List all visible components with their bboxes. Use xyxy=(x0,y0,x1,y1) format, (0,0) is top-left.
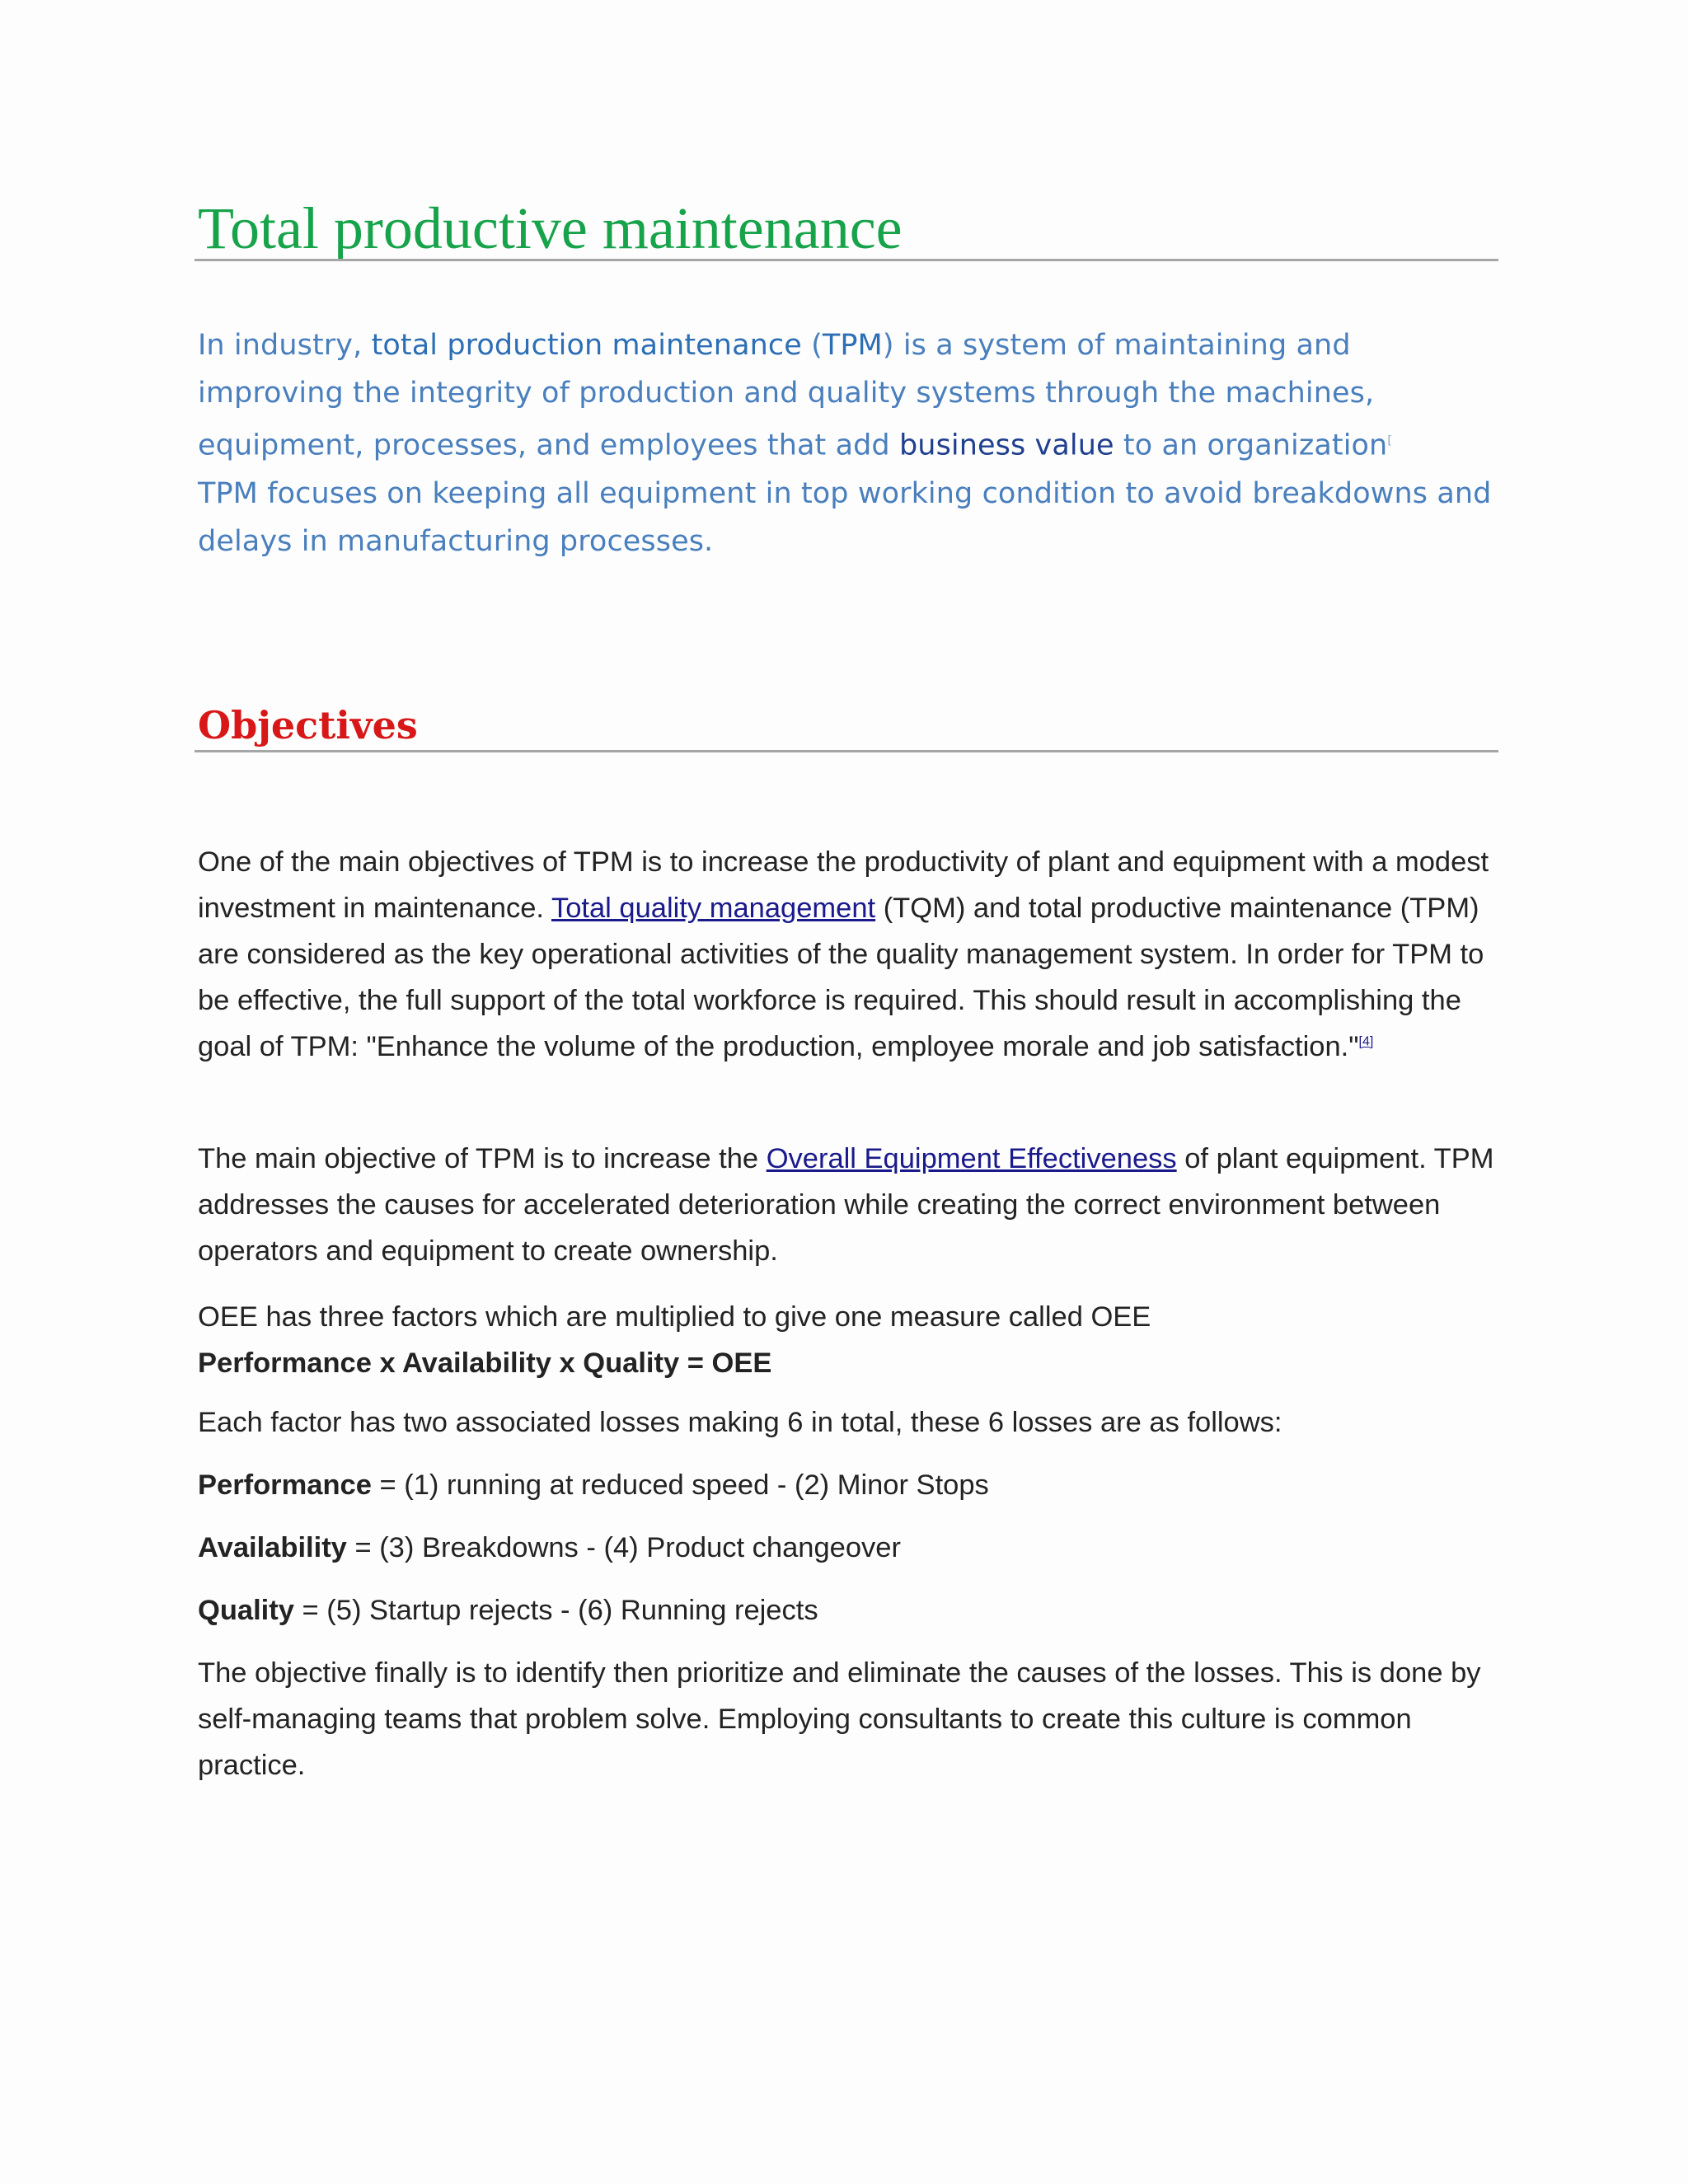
paragraph-text: The main objective of TPM is to increase the xyxy=(198,1143,767,1174)
paragraph-text: of plant equipment. TPM addresses the causes for accelerated deterioration while creating the correct environment between operators and equipment to create ownership. xyxy=(198,1143,1494,1267)
intro-text: to an organization xyxy=(1114,429,1388,462)
intro-text: In industry, xyxy=(198,329,372,362)
business-value-link[interactable]: business value xyxy=(898,429,1114,462)
final-objective-paragraph: The objective finally is to identify then prioritize and eliminate the causes of the losses. This is done by self-managing teams that problem solve. Employing consultants to create this culture is common practice. xyxy=(198,1657,1481,1781)
quality-losses xyxy=(198,1587,1504,1633)
intro-paragraph-1 xyxy=(198,321,1496,470)
citation-mark: [ xyxy=(1387,434,1392,448)
objectives-paragraph-2 xyxy=(198,1136,1504,1274)
availability-text: = (3) Breakdowns - (4) Product changeover xyxy=(346,1532,901,1563)
total-quality-management-link[interactable]: Total quality management xyxy=(551,893,876,924)
performance-text: = (1) running at reduced speed - (2) Minor Stops xyxy=(371,1469,989,1501)
oee-text: OEE has three factors which are multiplied to give one measure called OEE xyxy=(198,1301,1151,1333)
term-abbreviation: TPM xyxy=(822,329,883,362)
paragraph-text: One of the main objectives of TPM is to increase the productivity of plant and equipment with a modest investment in maintenance. xyxy=(198,846,1489,924)
citation-4 xyxy=(1359,1035,1374,1049)
availability-label: Availability xyxy=(198,1532,347,1563)
oee-paragraph xyxy=(198,1294,1504,1386)
quality-label: Quality xyxy=(198,1595,294,1626)
performance-label: Performance xyxy=(198,1469,372,1501)
overall-equipment-effectiveness-link[interactable]: Overall Equipment Effectiveness xyxy=(766,1143,1177,1174)
objectives-heading: Objectives xyxy=(198,703,418,748)
citation-4-link[interactable]: [4] xyxy=(1358,1034,1374,1049)
intro-paragraph-2: TPM focuses on keeping all equipment in top working condition to avoid breakdowns and delays in manufacturing processes. xyxy=(198,477,1492,558)
paragraph-text: (TQM) and total productive maintenance (TPM) are considered as the key operational activities of the quality management system. In order for TPM to be effective, the full support of the total workforce is required. This should result in accomplishing the goal of TPM: "Enhance the volume of the production, employee morale and job satisfaction." xyxy=(198,893,1484,1062)
term-tpm: total production maintenance xyxy=(371,329,802,362)
performance-losses xyxy=(198,1462,1504,1508)
intro-text: ( xyxy=(801,329,823,362)
oee-formula: Performance x Availability x Quality = OEE xyxy=(198,1347,772,1379)
objectives-divider xyxy=(195,750,1498,752)
losses-intro: Each factor has two associated losses making 6 in total, these 6 losses are as follows: xyxy=(198,1407,1282,1438)
intro-text: ) is a system of maintaining and improving the integrity of production and quality systems through the machines, equipment, processes, and employees that add xyxy=(198,329,1375,462)
quality-text: = (5) Startup rejects - (6) Running rejects xyxy=(293,1595,818,1626)
title-divider xyxy=(195,259,1498,261)
objectives-paragraph-1 xyxy=(198,839,1504,1070)
page-title: Total productive maintenance xyxy=(198,195,903,261)
availability-losses xyxy=(198,1525,1504,1571)
